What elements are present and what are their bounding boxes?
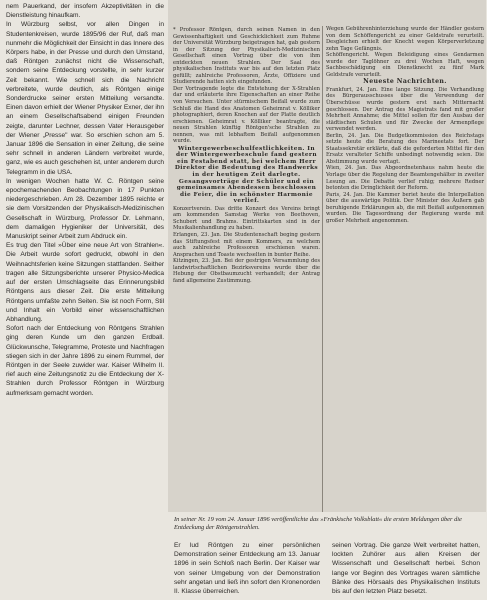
news-item: Der Vortragende legte die Entstehung der X-Strahlen dar und erläuterte ihre Eigenschaften an einer Reihe von Versuchen. Unter stürmischem Beifall wurde zum Schluß die Hand des Anatomen Geheimrat v. Kölliker photographiert, deren Knochen auf der Platte deutlich erschienen. Geheimrat v. Kölliker beantragte, die neuen Strahlen künftig Röntgen'sche Strahlen zu nennen, was mit lebhaftem Beifall aufgenommen wurde. — [173, 85, 320, 145]
news-item: Paris, 24. Jan. Die Kammer beriet heute die Interpellation über die auswärtige Politik. Der Minister des Äußern gab beruhigende Erklärungen ab, die mit Beifall aufgenommen wurden. Die Tagesordnung der Regierung wurde mit großer Mehrheit angenommen. — [326, 191, 484, 224]
paragraph: Er lud Röntgen zu einer persönlichen Demonstration seiner Entdeckung am 13. Januar 1896 in sein Schloß nach Berlin. Der Kaiser war von seiner Umgebung von der Demonstration sehr angetan und ließ ihn sofort den Kronenorden II. Klasse überreichen. — [174, 542, 320, 596]
paragraph: In wenigen Wochen hatte W. C. Röntgen seine epochemachenden Beobachtungen in 17 Punkten niedergeschrieben. Am 28. Dezember 1895 reichte er sie dem Vorsitzenden der Physikalisch-Medizinischen Gesellschaft in Würzburg, Professor Dr. Lehmann, dem damaligen Hygieniker der Universität, des Manuskript seiner Arbeit zum Abdruck ein. — [6, 177, 164, 241]
image-caption: In seiner Nr. 19 vom 24. Januar 1896 veröffentlichte das »Fränkische Volksblatt« die ersten Meldungen über die Entdeckung der Röntgenstrahlen. — [174, 516, 462, 531]
news-item: Kitzingen, 23. Jan. Bei der gestrigen Versammlung des landwirtschaftlichen Bezirksvereins wurde über die Hebung der Obstbaumzucht verhandelt; der Antrag fand allgemeine Zustimmung. — [173, 258, 320, 284]
news-item: Erlangen, 23. Jan. Die Studentenschaft beging gestern das Stiftungsfest mit einem Kommers, zu welchem auch zahlreiche Professoren erschienen waren. Ansprachen und Toaste wechselten in bunter Reihe. — [173, 231, 320, 258]
newspaper-column-right — [326, 26, 484, 224]
paragraph: In Würzburg selbst, vor allen Dingen in Studentenkreisen, wurde 1895/96 der Ruf, daß man nunmehr die Möglichkeit der Einsicht in das Innere des Körpers habe, in der Presse und durch den Umstand, daß Röntgen zunächst nicht die Wissenschaft, sondern seine Entdeckung vorstellte, in sehr kurzer Zeit bekannt. Wie schnell sich die Nachricht verbreitete, wurde deutlich, als Röntgen einige Sonderdrucke seiner ersten Mitteilung versandte. Einen davon erhielt der Wiener Physiker Exner, der ihn an einem Gesellschaftsabend einigen Freunden zeigte, darunter Lechner, dessen Vater Herausgeber der Wiener „Presse" war. So erschien schon am 5. Januar 1896 die Sensation in einer Zeitung, die seine sehr schnell in anderen Ländern verbreitet wurde, ganz, wie es auch geschehen ist, unter anderem durch Telegramm in die USA. — [6, 21, 164, 176]
news-item: Wegen Gebührenhinterziehung wurde der Händler gestern von dem Schöffengericht zu einer Geldstrafe verurteilt. Desgleichen erhielt der Knecht wegen Körperverletzung zehn Tage Gefängnis. — [326, 26, 484, 52]
news-item: Wien, 24. Jan. Das Abgeordnetenhaus nahm heute die Vorlage über die Regelung der Beamtengehälter in zweiter Lesung an. Die Debatte verlief ruhig; mehrere Redner betonten die Dringlichkeit der Reform. — [326, 165, 484, 192]
news-item: * Professor Röntgen, durch seinen Namen in den Gewissenhaftigkeit und Geschicklichkeit zum Ruhme der Universität Würzburg beigetragen hat, gab gestern in der Sitzung der Physikalisch-Medizinischen Gesellschaft einen Vortrag über die von ihm entdeckten neuen Strahlen. Der Saal des physikalischen Instituts war bis auf den letzten Platz gefüllt; zahlreiche Professoren, Ärzte, Offiziere und Studierende hatten sich eingefunden. — [173, 27, 320, 86]
newspaper-clipping-image — [168, 0, 486, 512]
news-item: Wintergewerbeschulfestlichkeiten. In der Wintergewerbeschule fand gestern ein Festabend statt, bei welchem Herr Direktor die Bedeutung des Handwerks in der heutigen Zeit darlegte. Gesangsvorträge der Schüler und ein gemeinsames Abendessen beschlossen die Feier, die in schönster Harmonie verlief. — [174, 145, 319, 205]
paragraph: seinen Vortrag. Die ganze Welt verbreitet hatten, lockten Zuhörer aus allen Kreisen der Wissenschaft und Gesellschaft herbei. Schon lange vor Beginn des Vortrages waren sämtliche Bänke des Hörsaals des Physikalischen Instituts bis auf den letzten Platz besetzt. — [332, 542, 480, 596]
paragraph: Es trug den Titel »Über eine neue Art von Strahlen«. Die Arbeit wurde sofort gedruckt, obwohl in den Weihnachtsferien keine Sitzungen stattfanden. Seither tragen alle Sitzungsberichte unserer Physico-Medica auf der ersten Umschlagseite das Erinnerungsbild Röntgens aus dieser Zeit. Die erste Mitteilung Röntgens umfaßte zehn Seiten. Sie ist noch Form, Stil und Inhalt ein Vorbild einer wissenschaftlichen Abhandlung. — [6, 242, 164, 323]
news-section-heading: Neueste Nachrichten. — [363, 78, 447, 86]
paragraph: nem Pauerkand, der insofern Akzeptivitäten in die Dienstleistung hinaufkam. — [6, 3, 164, 20]
right-text-column — [332, 541, 480, 596]
news-item: Schöffengericht. Wegen Beleidigung eines Gendarmen wurde der Taglöhner zu drei Wochen Haft, wegen Sachbeschädigung ein Dienstknecht zu fünf Mark Geldstrafe verurteilt. — [326, 52, 484, 78]
news-item: Konzertverein. Das dritte Konzert des Vereins bringt am kommenden Samstag Werke von Beethoven, Schubert und Brahms. Eintrittskarten sind in der Musikalienhandlung zu haben. — [173, 205, 320, 232]
middle-text-column — [174, 541, 320, 596]
news-item: Berlin, 24. Jan. Die Budgetkommission des Reichstags setzte heute die Beratung des Marineetats fort. Der Staatssekretär erklärte, daß die geforderten Mittel für den Ersatz veralteter Schiffe unbedingt notwendig seien. Die Abstimmung wurde vertagt. — [326, 132, 484, 165]
column-divider — [322, 26, 323, 512]
paragraph: Sofort nach der Entdeckung von Röntgens Strahlen ging deren Kunde um den ganzen Erdball. Glückwunsche, Telegramme, Proteste und Nachfragen stiegen sich in der Jahre 1896 zu einem Rummel, der Röntgen in der Seele zuwider war. Kaiser Wilhelm II. rief auch eine Zeitungsnotiz zu die Entdeckung der X-Strahlen durch Professor Röntgen in Würzburg aufmerksam gemacht worden. — [6, 325, 164, 397]
left-text-column — [6, 2, 164, 398]
newspaper-column-left — [173, 27, 320, 284]
news-item: Frankfurt, 24. Jan. Eine lange Sitzung. Die Verhandlung des Bürgerausschusses über die Verwendung der Überschüsse wurde gestern erst nach Mitternacht geschlossen. Der Antrag des Magistrats fand mit großer Mehrheit Annahme; die Mittel sollen für den Ausbau der städtischen Schulen und für Zwecke der Armenpflege verwendet werden. — [326, 86, 484, 133]
